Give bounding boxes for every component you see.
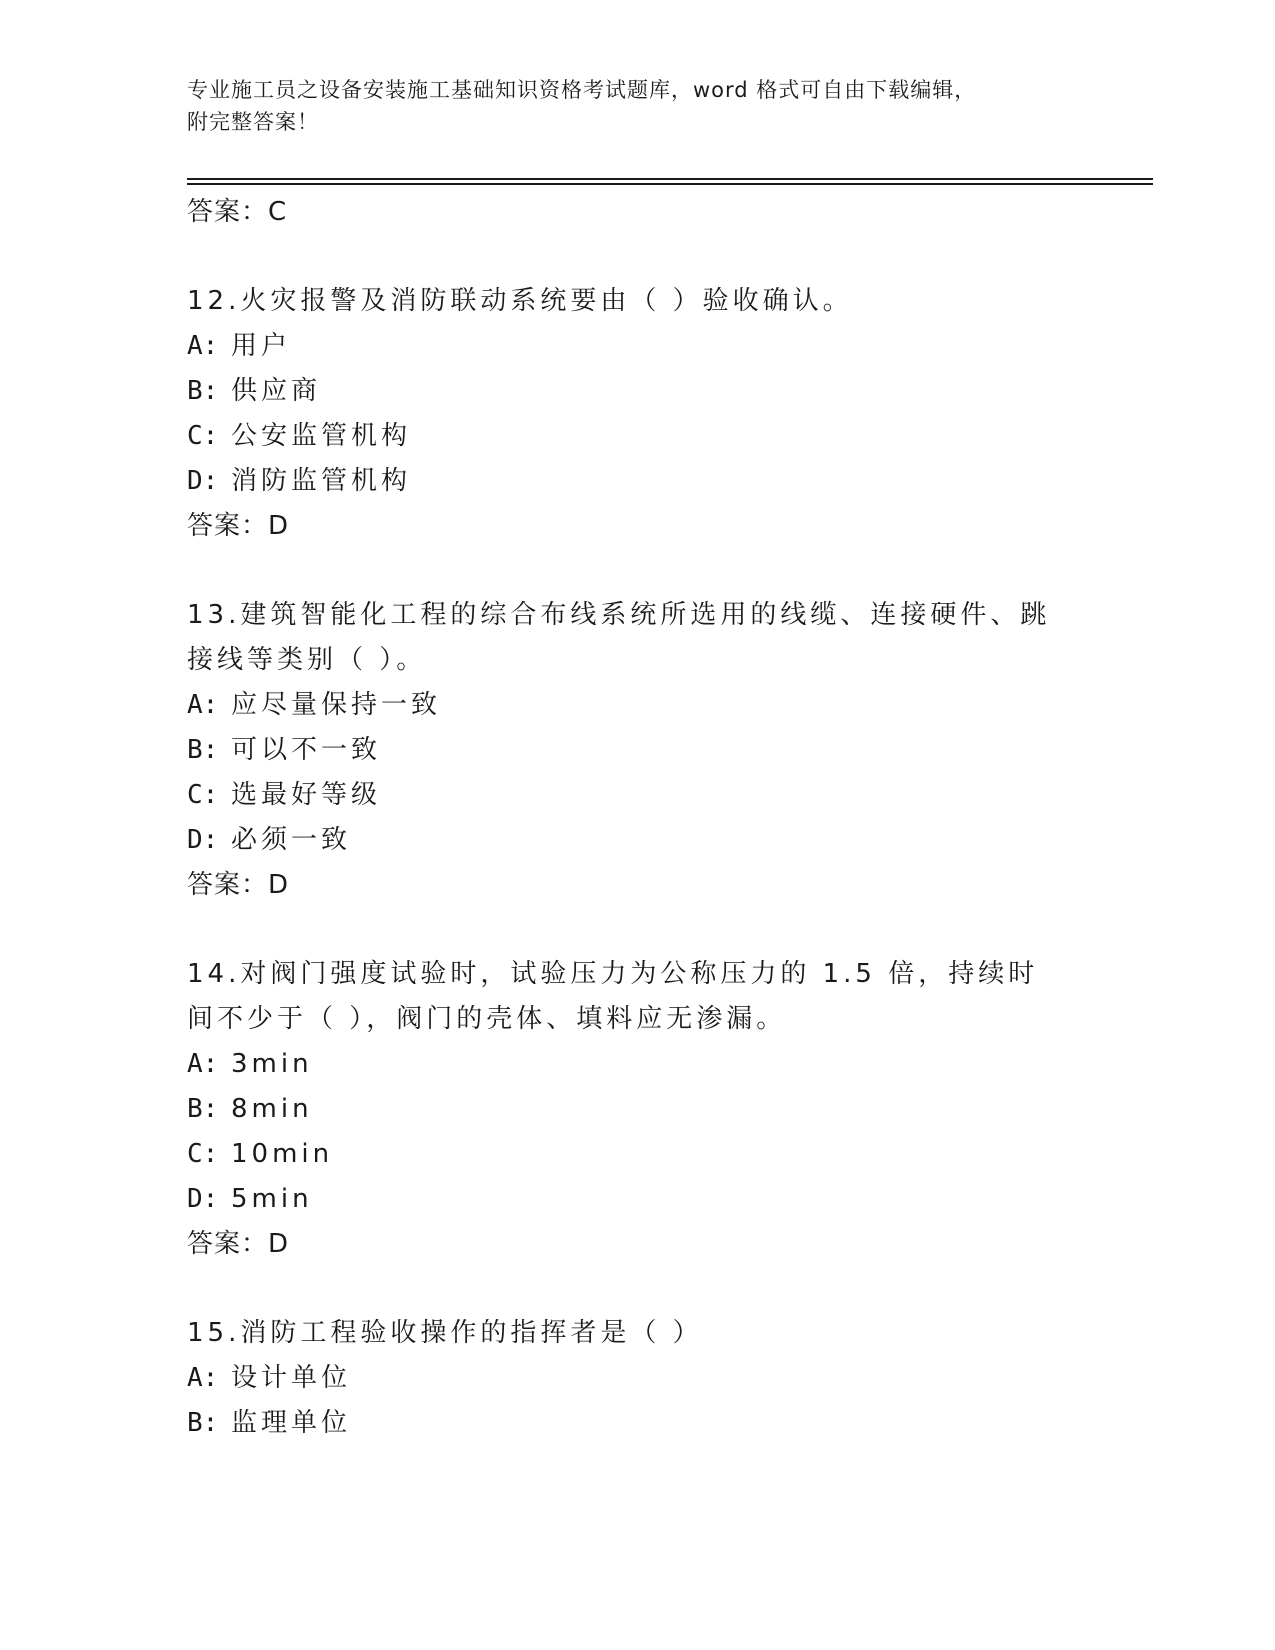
- header-line-1: 专业施工员之设备安装施工基础知识资格考试题库，word 格式可自由下载编辑，: [187, 78, 977, 102]
- question-stem: 13.建筑智能化工程的综合布线系统所选用的线缆、连接硬件、跳接线等类别（ ）。: [187, 600, 1051, 675]
- question-14: [187, 952, 1087, 1266]
- option-text: 应尽量保持一致: [231, 690, 442, 720]
- question-stem: 15.消防工程验收操作的指挥者是（ ）: [187, 1318, 703, 1348]
- option-text: 5min: [231, 1184, 313, 1214]
- option-text: 消防监管机构: [231, 466, 412, 496]
- header-divider-top: [187, 178, 1153, 180]
- option-letter: D:: [187, 466, 219, 496]
- option-b: [187, 369, 1087, 414]
- option-letter: B:: [187, 735, 219, 765]
- question-12: [187, 279, 1087, 548]
- option-c: [187, 1132, 1087, 1177]
- option-letter: A:: [187, 1049, 219, 1079]
- option-text: 3min: [231, 1049, 313, 1079]
- option-text: 8min: [231, 1094, 313, 1124]
- question-stem: 12.火灾报警及消防联动系统要由（ ）验收确认。: [187, 286, 853, 316]
- answer: 答案：D: [187, 1229, 290, 1259]
- option-letter: D:: [187, 825, 219, 855]
- option-text: 设计单位: [231, 1363, 352, 1393]
- header-line-2: 附完整答案！: [187, 110, 319, 134]
- option-text: 公安监管机构: [231, 421, 412, 451]
- option-a: [187, 324, 1087, 369]
- document-header: [187, 74, 1087, 138]
- option-letter: A:: [187, 331, 219, 361]
- option-letter: A:: [187, 690, 219, 720]
- answer: 答案：D: [187, 511, 290, 541]
- option-a: [187, 683, 1087, 728]
- question-stem: 14.对阀门强度试验时，试验压力为公称压力的 1.5 倍，持续时间不少于（ ），阀门的壳体、填料应无渗漏。: [187, 959, 1039, 1034]
- answer: 答案：D: [187, 870, 290, 900]
- option-c: [187, 414, 1087, 459]
- option-b: [187, 1401, 1087, 1446]
- option-text: 选最好等级: [231, 780, 382, 810]
- question-list: [187, 190, 1087, 1446]
- option-b: [187, 1087, 1087, 1132]
- question-15: [187, 1311, 1087, 1446]
- option-d: [187, 1177, 1087, 1222]
- option-letter: B:: [187, 1408, 219, 1438]
- option-c: [187, 773, 1087, 818]
- option-a: [187, 1356, 1087, 1401]
- option-a: [187, 1042, 1087, 1087]
- option-letter: C:: [187, 780, 219, 810]
- option-d: [187, 818, 1087, 863]
- option-letter: D:: [187, 1184, 219, 1214]
- option-d: [187, 459, 1087, 504]
- header-divider-bottom: [187, 183, 1153, 185]
- option-text: 用户: [231, 331, 292, 361]
- option-text: 必须一致: [231, 825, 352, 855]
- previous-answer: 答案：C: [187, 197, 288, 227]
- option-letter: B:: [187, 376, 219, 406]
- option-letter: B:: [187, 1094, 219, 1124]
- option-text: 10min: [231, 1139, 334, 1169]
- option-text: 监理单位: [231, 1408, 352, 1438]
- option-b: [187, 728, 1087, 773]
- option-letter: A:: [187, 1363, 219, 1393]
- option-letter: C:: [187, 1139, 219, 1169]
- option-text: 可以不一致: [231, 735, 382, 765]
- option-letter: C:: [187, 421, 219, 451]
- option-text: 供应商: [231, 376, 322, 406]
- question-13: [187, 593, 1087, 907]
